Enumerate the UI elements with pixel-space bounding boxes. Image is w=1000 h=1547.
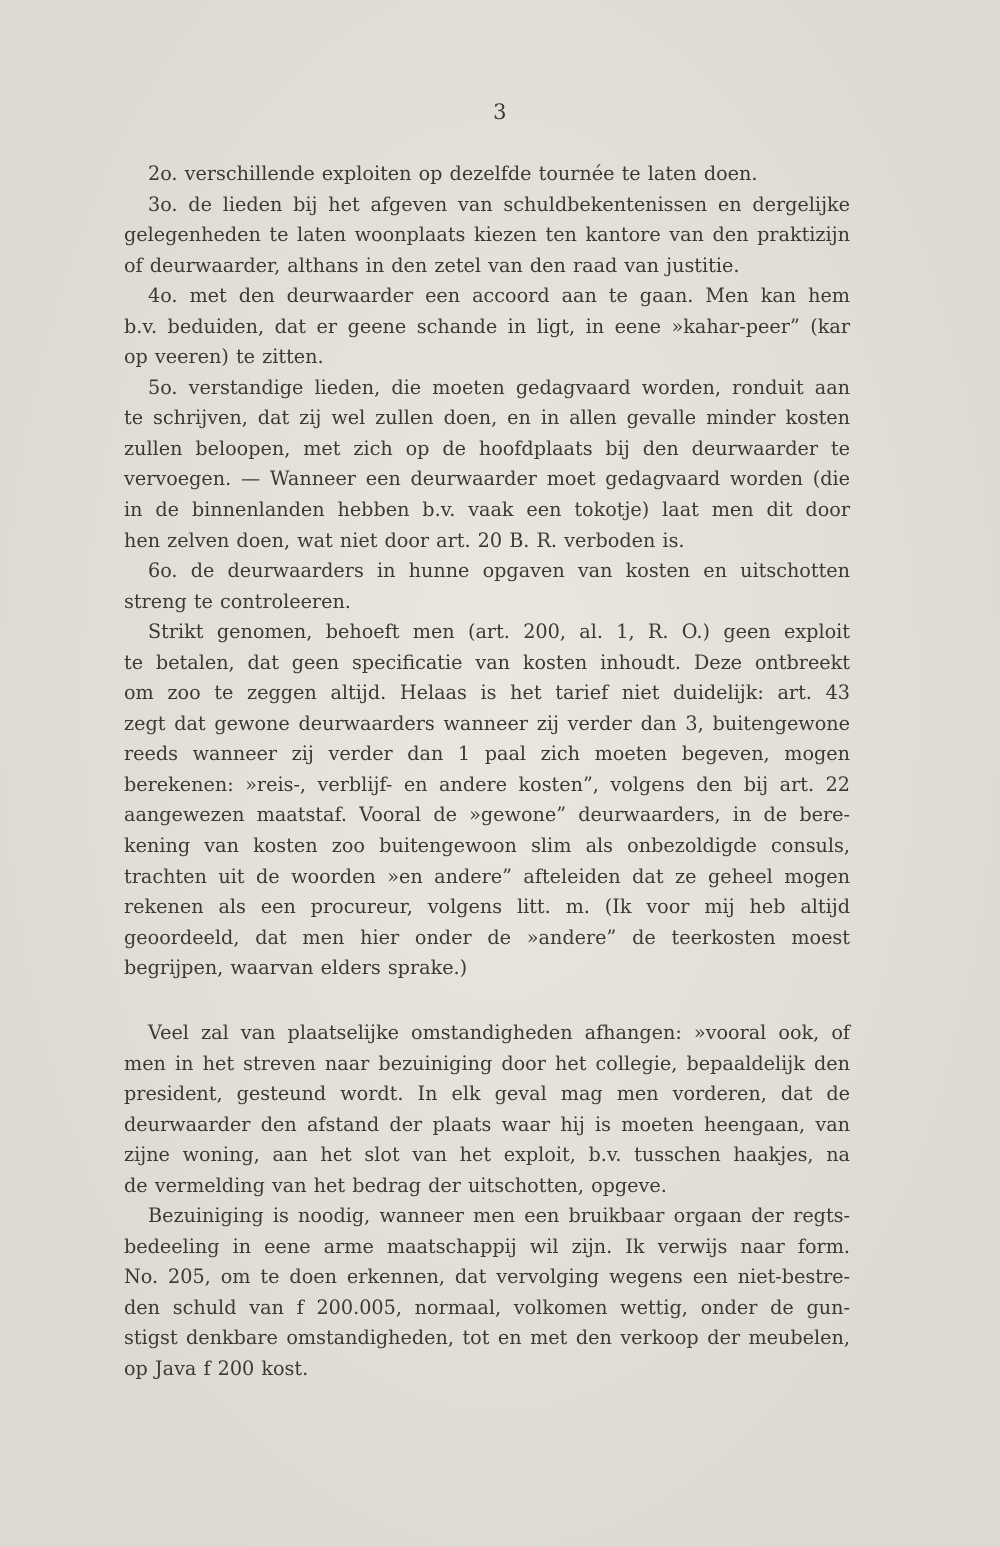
text-line: te schrijven, dat zij wel zullen doen, en in allen gevalle minder kosten [124, 406, 850, 430]
text-line: in de binnenlanden hebben b.v. vaak een tokotje) laat men dit door [124, 498, 850, 522]
text-line: op Java f 200 kost. [124, 1357, 309, 1381]
text-line: zullen beloopen, met zich op de hoofdplaats bij den deurwaarder te [124, 436, 850, 460]
text-block-closing [124, 1018, 850, 1385]
text-line: begrijpen, waarvan elders sprake.) [124, 956, 468, 980]
text-line: geoordeeld, dat men hier onder de »andere” de teerkosten moest [124, 925, 850, 949]
text-line: te betalen, dat geen specificatie van kosten inhoudt. Deze ontbreekt [124, 650, 850, 674]
text-line: vervoegen. — Wanneer een deurwaarder moet gedagvaard worden (die [124, 467, 850, 491]
text-line: zijne woning, aan het slot van het exploit, b.v. tusschen haakjes, na [124, 1143, 850, 1167]
text-line: b.v. beduiden, dat er geene schande in ligt, in eene »kahar-peer” (kar [124, 314, 850, 338]
text-block-main [124, 159, 850, 984]
text-line: 2o. verschillende exploiten op dezelfde tournée te laten doen. [148, 162, 758, 185]
text-line: reeds wanneer zij verder dan 1 paal zich moeten begeven, mogen [124, 742, 850, 766]
text-line: Veel zal van plaatselijke omstandigheden afhangen: »vooral ook, of [148, 1021, 850, 1044]
text-line: zegt dat gewone deurwaarders wanneer zij verder dan 3, buitengewone [124, 711, 850, 735]
page-number: 3 [493, 100, 507, 124]
text-line: president, gesteund wordt. In elk geval mag men vorderen, dat de [124, 1082, 850, 1106]
text-line: gelegenheden te laten woonplaats kiezen ten kantore van den praktizijn [124, 223, 850, 247]
text-line: de vermelding van het bedrag der uitschotten, opgeve. [124, 1173, 667, 1197]
text-line: om zoo te zeggen altijd. Helaas is het tarief niet duidelijk: art. 43 [124, 681, 850, 705]
text-line: berekenen: »reis-, verblijf- en andere kosten”, volgens den bij art. 22 [124, 772, 850, 796]
text-line: stigst denkbare omstandigheden, tot en met den verkoop der meubelen, [124, 1326, 850, 1350]
text-line: den schuld van f 200.005, normaal, volkomen wettig, onder de gun- [124, 1295, 850, 1319]
text-line: Strikt genomen, behoeft men (art. 200, al. 1, R. O.) geen exploit [148, 620, 850, 644]
text-line: trachten uit de woorden »en andere” afteleiden dat ze geheel mogen [124, 864, 850, 888]
text-line: 4o. met den deurwaarder een accoord aan te gaan. Men kan hem [148, 284, 850, 308]
text-line: hen zelven doen, wat niet door art. 20 B. R. verboden is. [124, 528, 685, 552]
text-line: 6o. de deurwaarders in hunne opgaven van kosten en uitschotten [148, 559, 850, 583]
text-line: op veeren) te zitten. [124, 345, 324, 369]
text-line: of deurwaarder, althans in den zetel van den raad van justitie. [124, 253, 740, 277]
text-line: men in het streven naar bezuiniging door het collegie, bepaaldelijk den [124, 1051, 850, 1075]
text-line: kening van kosten zoo buitengewoon slim als onbezoldigde consuls, [124, 834, 850, 858]
text-line: deurwaarder den afstand der plaats waar hij is moeten heengaan, van [124, 1112, 850, 1136]
text-line: No. 205, om te doen erkennen, dat vervolging wegens een niet-bestre- [124, 1265, 850, 1289]
text-line: streng te controleeren. [124, 589, 351, 613]
text-line: rekenen als een procureur, volgens litt. m. (Ik voor mij heb altijd [124, 895, 850, 919]
text-line: bedeeling in eene arme maatschappij wil zijn. Ik verwijs naar form. [124, 1234, 850, 1258]
text-line: 3o. de lieden bij het afgeven van schuldbekentenissen en dergelijke [148, 192, 850, 216]
text-line: 5o. verstandige lieden, die moeten gedagvaard worden, ronduit aan [148, 375, 850, 399]
text-line: Bezuiniging is noodig, wanneer men een bruikbaar orgaan der regts- [148, 1204, 850, 1228]
text-line: aangewezen maatstaf. Vooral de »gewone” deurwaarders, in de bere- [124, 803, 850, 827]
